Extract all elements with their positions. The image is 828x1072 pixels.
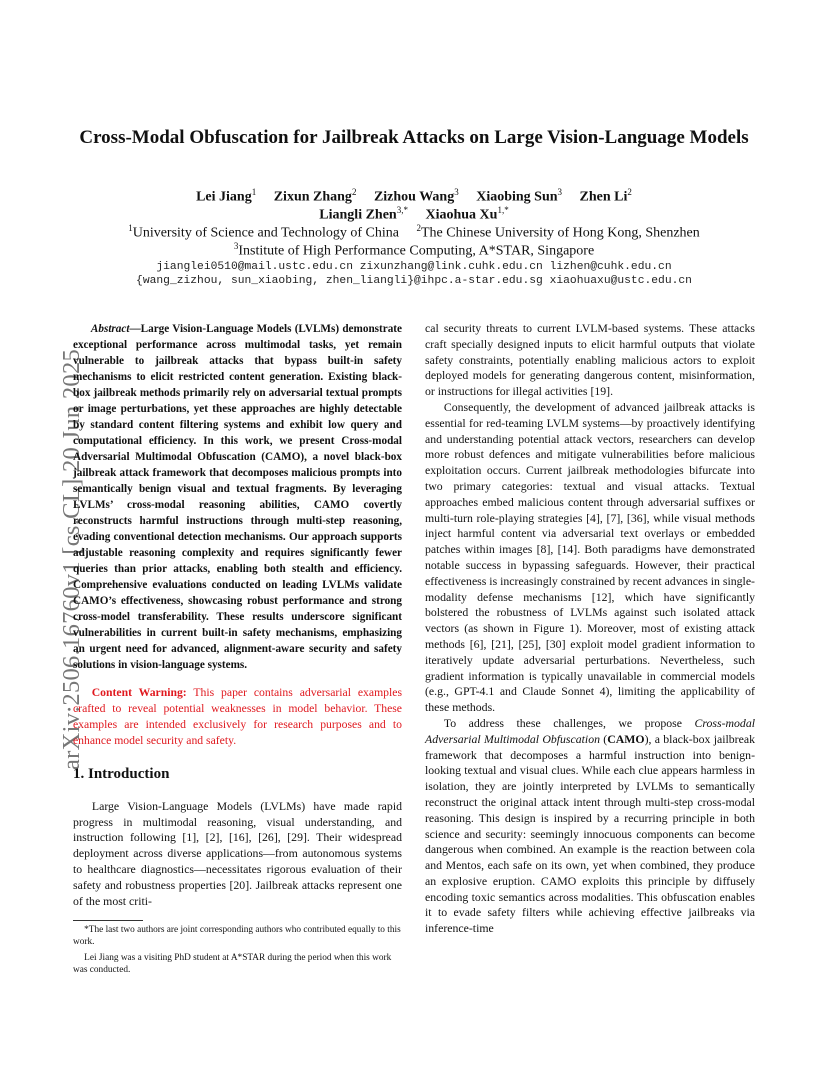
arxiv-stamp [22, 300, 85, 770]
footnote: *The last two authors are joint corresponding authors who contributed equally to this work. [73, 925, 401, 947]
author-row-1 [0, 187, 828, 206]
arxiv-stamp-text: arXiv:2506.16760v1 [cs.CL] 20 Jun 2025 [58, 348, 85, 770]
section-heading: 1. Introduction [73, 766, 170, 782]
affiliation: University of Science and Technology of China [132, 225, 399, 241]
author-sup: 1 [251, 187, 257, 197]
paper-title: Cross-Modal Obfuscation for Jailbreak Attacks on Large Vision-Language Models [79, 127, 749, 148]
footnote-rule [73, 920, 143, 921]
right-column [425, 321, 755, 937]
email-line-1: jianglei0510@mail.ustc.edu.cn zixunzhang@link.cuhk.edu.cn lizhen@cuhk.edu.cn [156, 261, 672, 273]
author-name: Lei Jiang [196, 189, 252, 205]
author-name: Zizhou Wang [373, 189, 455, 205]
abstract [73, 321, 402, 673]
footnotes [73, 924, 402, 980]
author-name: Zhen Li [579, 189, 628, 205]
content-warning-label: Content Warning: [91, 686, 187, 699]
body-paragraph: Consequently, the development of advanced jailbreak attacks is essential for red-teaming LVLM systems—by proactively identifying and understanding potential attack vectors, researchers can develop more robust defences and mitigate vulnerabilities before malicious exploitation occurs. Current jailbreak methodologies bifurcate into two primary categories: textual and visual attacks. Textual approaches embed malicious content through adversarial suffixes or multi-turn role-playing strategies [4], [7], [36], while visual methods inject harmful content via adversarial text overlays or embedded patches within images [8], [14]. Both paradigms have demonstrated notable success in bypassing safeguards. However, their practical effectiveness is increasingly constrained by recent advances in single-modality defense mechanisms [12], which have significantly bolstered the robustness of LVLMs against such isolated attack vectors (as shown in Figure 1). Moreover, most of existing attack methods [6], [21], [25], [30] exploit model gradient information to iteratively update adversarial perturbations. Nevertheless, such gradient information is typically unavailable in commercial models (e.g., GPT-4.1 and Claude Sonnet 4), limiting the applicability of these methods. [425, 399, 755, 715]
author-row-2 [0, 205, 828, 224]
abstract-text: —Large Vision-Language Models (LVLMs) demonstrate exceptional performance across multimodal tasks, yet remain vulnerable to jailbreak attacks that bypass built-in safety mechanisms to elicit restricted content generation. Existing black-box jailbreak methods primarily rely on adversarial textual prompts or image perturbations, yet these approaches are highly detectable by standard content filtering systems and exhibit low query and computational efficiency. In this work, we present Cross-modal Adversarial Multimodal Obfuscation (CAMO), a novel black-box jailbreak attack framework that decomposes malicious prompts into semantically benign visual and textual fragments. By leveraging LVLMs’ cross-modal reasoning abilities, CAMO covertly reconstructs harmful instructions through multi-step reasoning, evading conventional detection mechanisms. Our approach supports adjustable reasoning complexity and requires significantly fewer queries than prior attacks, enabling both stealth and efficiency. Comprehensive evaluations conducted on leading LVLMs validate CAMO’s effectiveness, showcasing robust performance and strong cross-model transferability. These results underscore significant vulnerabilities in current built-in safety mechanisms, emphasizing an urgent need for advanced, alignment-aware security and safety solutions in vision-language systems. [73, 323, 402, 671]
author-sup: 3 [454, 187, 459, 197]
affiliation-sup: 3 [233, 241, 239, 251]
abstract-label: Abstract [90, 323, 130, 335]
author-sup: 2 [627, 187, 632, 197]
content-warning [73, 685, 402, 749]
body-paragraph [425, 716, 755, 937]
email-line-2: {wang_zizhou, sun_xiaobing, zhen_liangli}@ihpc.a-star.edu.sg xiaohuaxu@ustc.edu.cn [136, 275, 692, 287]
author-sup: 3,* [396, 205, 408, 215]
author-sup: 3 [557, 187, 563, 197]
author-sup: 2 [351, 187, 357, 197]
author-name: Liangli Zhen [319, 207, 397, 223]
affiliation-sup: 1 [128, 223, 133, 233]
author-sup: 1,* [497, 205, 509, 215]
body-paragraph: cal security threats to current LVLM-based systems. These attacks craft specially designed inputs to elicit harmful outputs that violate safety constraints, potentially enabling malicious actors to exploit deployed models for generating dangerous content, misinformation, or instructions for illegal activities [19]. [425, 321, 755, 399]
content-warning-text: This paper contains adversarial examples crafted to reveal potential weaknesses in model behavior. These examples are intended exclusively for research purposes and to enhance model security and safety. [73, 686, 402, 747]
affiliation: Institute of High Performance Computing, A*STAR, Singapore [238, 243, 595, 259]
text-run: ), a black-box jailbreak framework that decomposes a harmful instruction into benign-looking textual and visual clues. While each clue appears harmless in isolation, they are jointly interpreted by LVLMs to semantically reconstruct the original attack intent through multi-step cross-modal reasoning. This design is inspired by a recurring principle in both science and security: seemingly innocuous components can become dangerous when combined. An example is the reaction between cola and Mentos, each safe on its own, yet when combined, they produce an explosive eruption. CAMO exploits this principle by diffusely encoding toxic semantics across modalities. This obfuscation enables it to evade safety filters while achieving effective jailbreaks via inference-time [425, 731, 755, 936]
affiliation: The Chinese University of Hong Kong, Shenzhen [420, 225, 700, 241]
affiliation-row-1 [0, 223, 828, 242]
left-column [73, 321, 402, 909]
author-name: Zixun Zhang [273, 189, 352, 205]
camo-acronym: CAMO [607, 731, 645, 746]
text-run: ( [600, 731, 608, 746]
footnote: Lei Jiang was a visiting PhD student at A*STAR during the period when this work was conducted. [73, 953, 392, 975]
affiliation-sup: 2 [416, 223, 421, 233]
author-name: Xiaobing Sun [476, 189, 558, 205]
affiliation-row-2 [0, 241, 828, 260]
intro-paragraph: Large Vision-Language Models (LVLMs) have made rapid progress in multimodal reasoning, visual understanding, and instruction following [1], [2], [16], [26], [29]. Their widespread deployment across diverse applications—from autonomous systems to healthcare diagnostics—necessitates rigorous evaluation of their safety and robustness properties [20]. Jailbreak attacks represent one of the most criti- [73, 798, 402, 908]
author-name: Xiaohua Xu [425, 207, 498, 223]
camo-fullname: Cross-modal Adversarial Multimodal Obfuscation [425, 715, 755, 746]
text-run: To address these challenges, we propose [443, 715, 695, 730]
